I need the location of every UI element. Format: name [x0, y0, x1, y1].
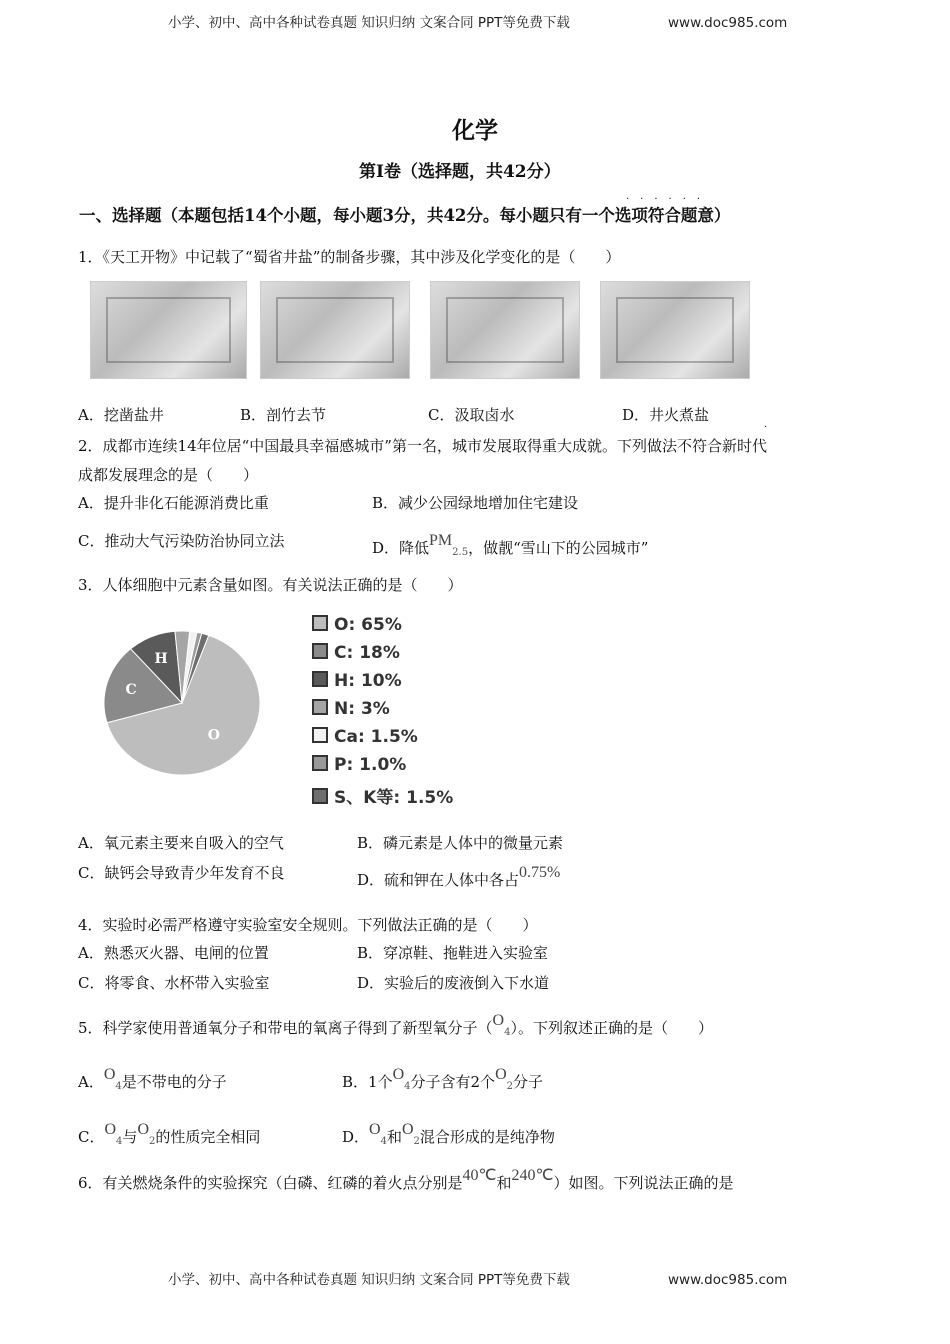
o-subscript: 4	[404, 1081, 411, 1092]
legend-swatch	[312, 727, 328, 743]
q1-option-b: B．剖竹去节	[240, 406, 327, 424]
legend-item	[312, 643, 400, 663]
o-symbol: O	[495, 1066, 507, 1083]
label: D．	[342, 1128, 370, 1146]
header-text: 小学、初中、高中各种试卷真题 知识归纳 文案合同 PPT等免费下载	[168, 15, 570, 31]
q2-option-b: B．减少公园绿地增加住宅建设	[372, 494, 579, 512]
o-subscript: 4	[115, 1081, 122, 1092]
q2-option-d	[372, 531, 648, 563]
text: 的性质完全相同	[155, 1128, 261, 1146]
o-symbol: O	[369, 1121, 381, 1138]
pm-symbol: PM	[429, 532, 453, 549]
q3-stem: 3．人体细胞中元素含量如图。有关说法正确的是（ ）	[78, 576, 463, 594]
q1-option-d: D．井火煮盐	[622, 406, 710, 424]
o-symbol: O	[492, 1012, 505, 1029]
text: 6．有关燃烧条件的实验探究（白磷、红磷的着火点分别是	[78, 1174, 463, 1192]
q4-option-d: D．实验后的废液倒入下水道	[357, 974, 550, 992]
legend-item	[312, 671, 402, 691]
pie-slice-label: C	[125, 682, 137, 699]
legend-swatch	[312, 755, 328, 771]
label: C．	[78, 1128, 105, 1146]
q2-option-a: A．提升非化石能源消费比重	[78, 494, 269, 512]
doc-subtitle: 第I卷（选择题，共42分）	[359, 162, 561, 182]
legend-item	[312, 699, 390, 719]
pm-subscript: 2.5	[452, 547, 469, 558]
text: 与	[122, 1128, 138, 1146]
legend-item	[312, 727, 418, 747]
q5-option-a	[78, 1065, 227, 1097]
q1-stem: 1．《天工开物》中记载了“蜀省井盐”的制备步骤，其中涉及化学变化的是（ ）	[78, 248, 621, 266]
footer-link[interactable]: www.doc985.com	[668, 1272, 788, 1288]
legend-label: H: 10%	[334, 671, 402, 691]
q5-option-d	[342, 1120, 555, 1152]
q2-option-c: C．推动大气污染防治协同立法	[78, 532, 285, 550]
doc-title: 化学	[452, 117, 498, 144]
q5-stem	[78, 1011, 713, 1043]
label: B．1个	[342, 1073, 393, 1091]
o-subscript: 4	[380, 1136, 387, 1147]
o-symbol: O	[392, 1066, 405, 1083]
legend-swatch	[312, 615, 328, 631]
q5-stem-post: ）。下列叙述正确的是（ ）	[510, 1019, 713, 1037]
q1-option-c: C．汲取卤水	[428, 406, 515, 424]
o-subscript: 4	[116, 1136, 123, 1147]
q3-option-a: A．氧元素主要来自吸入的空气	[78, 834, 284, 852]
legend-swatch	[312, 699, 328, 715]
o-subscript: 2	[506, 1081, 513, 1092]
q6-stem	[78, 1166, 734, 1193]
text: 和	[386, 1128, 402, 1146]
footer-text: 小学、初中、高中各种试卷真题 知识归纳 文案合同 PPT等免费下载	[168, 1272, 570, 1288]
emphasis-dot: ·	[764, 422, 779, 433]
q1-option-a: A．挖凿盐井	[78, 406, 164, 424]
o-symbol: O	[103, 1066, 116, 1083]
pie-slice-label: H	[154, 650, 168, 667]
q3-d-text: D．硫和钾在人体中各占	[357, 871, 520, 889]
legend-swatch	[312, 643, 328, 659]
q4-option-b: B．穿凉鞋、拖鞋进入实验室	[357, 944, 549, 962]
q2-d-suffix: ，做靓“雪山下的公园城市”	[468, 539, 649, 557]
q4-stem: 4．实验时必需严格遵守实验室安全规则。下列做法正确的是（ ）	[78, 916, 538, 934]
legend-item	[312, 615, 402, 635]
text: 分子含有2个	[410, 1073, 496, 1091]
header-link[interactable]: www.doc985.com	[668, 15, 788, 31]
section-heading: 一、选择题（本题包括14个小题，每小题3分，共42分。每小题只有一个选项符合题意）	[79, 206, 731, 225]
q1-image-c	[430, 281, 580, 379]
o-symbol: O	[401, 1121, 414, 1138]
q4-option-c: C．将零食、水杯带入实验室	[78, 974, 270, 992]
emphasis-dots: ······	[626, 194, 712, 205]
legend-label: C: 18%	[334, 643, 400, 663]
text: 和	[496, 1174, 512, 1192]
legend-item	[312, 755, 406, 775]
legend-item	[312, 783, 453, 808]
q3-option-b: B．磷元素是人体中的微量元素	[357, 834, 564, 852]
text: 混合形成的是纯净物	[419, 1128, 555, 1146]
legend-label: S、K等: 1.5%	[334, 788, 454, 808]
legend-label: N: 3%	[334, 699, 390, 719]
text: 分子	[513, 1073, 544, 1091]
o-subscript: 4	[504, 1027, 511, 1038]
q1-image-d	[600, 281, 750, 379]
o-symbol: O	[104, 1121, 117, 1138]
o-symbol: O	[137, 1121, 149, 1138]
q1-image-b	[260, 281, 410, 379]
legend-label: Ca: 1.5%	[334, 727, 418, 747]
q3-d-value: 0.75%	[519, 864, 561, 881]
o-subscript: 2	[413, 1136, 420, 1147]
q2-stem-line1: 2．成都市连续14年位居“中国最具幸福感城市”第一名，城市发展取得重大成就。下列做法不符合新时代	[78, 437, 767, 455]
q3-option-d	[357, 863, 560, 890]
label: A．	[78, 1073, 104, 1091]
q2-stem-line2: 成都发展理念的是（ ）	[78, 466, 259, 484]
q5-stem-pre: 5．科学家使用普通氧分子和带电的氧离子得到了新型氧分子（	[78, 1019, 493, 1037]
o-subscript: 2	[149, 1136, 156, 1147]
temperature: 40℃	[462, 1167, 497, 1184]
legend-label: P: 1.0%	[334, 755, 407, 775]
q2-d-prefix: D．降低	[372, 539, 430, 557]
legend-label: O: 65%	[334, 615, 402, 635]
text: 是不带电的分子	[121, 1073, 227, 1091]
temperature: 240℃	[511, 1167, 554, 1184]
text: ）如图。下列说法正确的是	[553, 1174, 734, 1192]
q3-option-c: C．缺钙会导致青少年发育不良	[78, 864, 285, 882]
q1-image-a	[90, 281, 247, 379]
legend-swatch	[312, 671, 328, 687]
q5-option-c	[78, 1120, 260, 1152]
q4-option-a: A．熟悉灭火器、电闸的位置	[78, 944, 269, 962]
pie-slice-label: O	[207, 727, 220, 744]
legend-swatch	[312, 788, 328, 804]
q5-option-b	[342, 1065, 543, 1097]
element-pie-chart	[100, 615, 300, 805]
